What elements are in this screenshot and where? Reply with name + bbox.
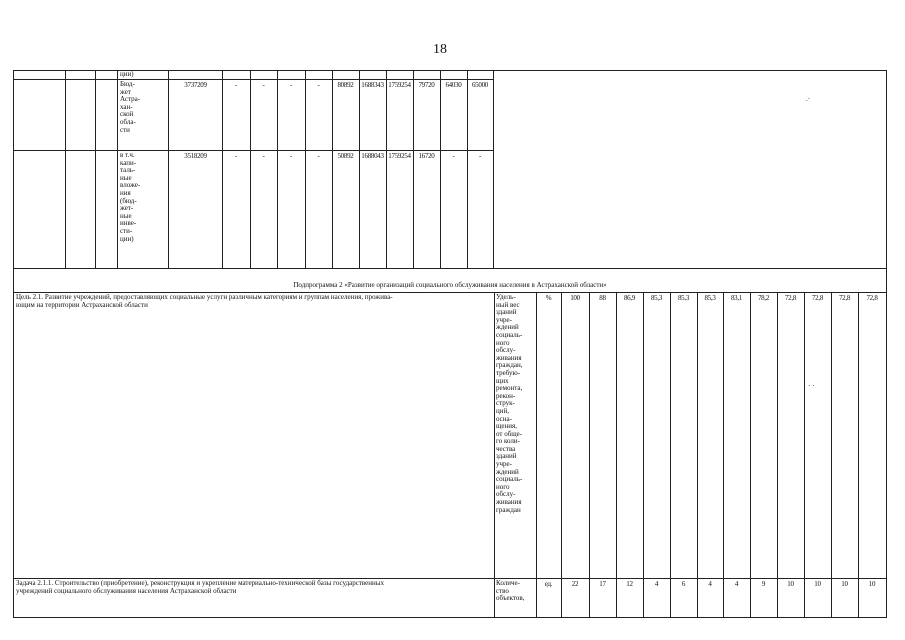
task-value: 10 bbox=[868, 580, 876, 588]
task-value: 22 bbox=[571, 580, 579, 588]
task-value: 10 bbox=[841, 580, 848, 588]
row1-value: 1759254 bbox=[388, 81, 411, 89]
row1-value: - bbox=[289, 81, 293, 89]
task-unit: ед. bbox=[544, 580, 553, 588]
task-value: 10 bbox=[787, 580, 794, 588]
task-value: 6 bbox=[681, 580, 686, 588]
row1-value: 79720 bbox=[418, 81, 435, 89]
row2-label: в т.ч. капи- таль- ные вложе- ния (бюд- жет- ные инве- сти- ции) bbox=[120, 151, 141, 243]
row2-value: - bbox=[478, 152, 482, 160]
task-value: 12 bbox=[626, 580, 633, 588]
goal-indicator: Удель- ный вес зданий учре- ждений социаль- ного обслу- живания граждан, требую- щих ремонта, рекон- струк- ций, осна- щения, от обще- го коли- чества зданий учре- ждений социаль- ного обслу- живания граждан bbox=[496, 293, 523, 514]
goal-value: 72,8 bbox=[811, 294, 824, 302]
goal-value: 72,8 bbox=[866, 294, 878, 302]
goal-value: 85,3 bbox=[677, 294, 690, 302]
goal-value: 85,3 bbox=[704, 294, 716, 302]
stray-mark: · · bbox=[808, 382, 815, 390]
goal-value: 83,1 bbox=[730, 294, 743, 302]
task-text: Задача 2.1.1. Строительство (приобретение), реконструкция и укрепление материально-технической базы государственных учреждений социального обслуживания населения Астраханской области bbox=[16, 579, 384, 595]
stray-mark: .· bbox=[806, 95, 811, 103]
row1-label: Бюд- жет Астра- хан- ской обла- сти bbox=[120, 80, 141, 134]
row1-value: - bbox=[234, 81, 238, 89]
task-value: 17 bbox=[599, 580, 606, 588]
task-value: 4 bbox=[734, 580, 739, 588]
task-indicator: Количе- ство объектов, bbox=[496, 579, 525, 603]
task-value: 10 bbox=[814, 580, 821, 588]
row2-value: 50892 bbox=[337, 152, 354, 160]
row1-value: 3737209 bbox=[184, 81, 207, 89]
goal-unit: % bbox=[545, 294, 552, 302]
row1-value: 80892 bbox=[337, 81, 354, 89]
subprogram-title: Подпрограмма 2 «Развитие организаций социального обслуживания населения в Астраханской области» bbox=[293, 281, 607, 289]
goal-value: 88 bbox=[599, 294, 606, 302]
goal-value: 86,9 bbox=[623, 294, 636, 302]
task-value: 4 bbox=[708, 580, 712, 588]
goal-value: 72,8 bbox=[784, 294, 797, 302]
goal-value: 78,2 bbox=[757, 294, 770, 302]
row1-value: 1688343 bbox=[361, 81, 384, 89]
goal-text: Цель 2.1. Развитие учреждений, предоставляющих социальные услуги различным категориям и группам населения, прожива- ющим на территории Астраханской области bbox=[16, 293, 393, 309]
row2-value: - bbox=[289, 152, 293, 160]
row2-value: - bbox=[262, 152, 265, 160]
task-value: 9 bbox=[761, 580, 766, 588]
page-number: 18 bbox=[433, 42, 447, 57]
row2-value: 16720 bbox=[418, 152, 435, 160]
row2-value: 1688043 bbox=[361, 152, 384, 160]
row2-value: - bbox=[452, 152, 455, 160]
row1-value: - bbox=[317, 81, 320, 89]
row2-value: 1759254 bbox=[388, 152, 411, 160]
goal-value: 72,8 bbox=[838, 294, 851, 302]
row2-value: 3518209 bbox=[184, 152, 207, 160]
row1-value: 64030 bbox=[445, 81, 462, 89]
budget-table bbox=[13, 70, 887, 618]
row2-value: - bbox=[234, 152, 238, 160]
row0-label: ции) bbox=[120, 70, 134, 78]
row1-value: 65000 bbox=[471, 81, 488, 89]
goal-value: 85,3 bbox=[650, 294, 663, 302]
row2-value: - bbox=[317, 152, 320, 160]
goal-value: 100 bbox=[570, 294, 580, 302]
task-value: 4 bbox=[654, 580, 659, 588]
row1-value: - bbox=[262, 81, 265, 89]
